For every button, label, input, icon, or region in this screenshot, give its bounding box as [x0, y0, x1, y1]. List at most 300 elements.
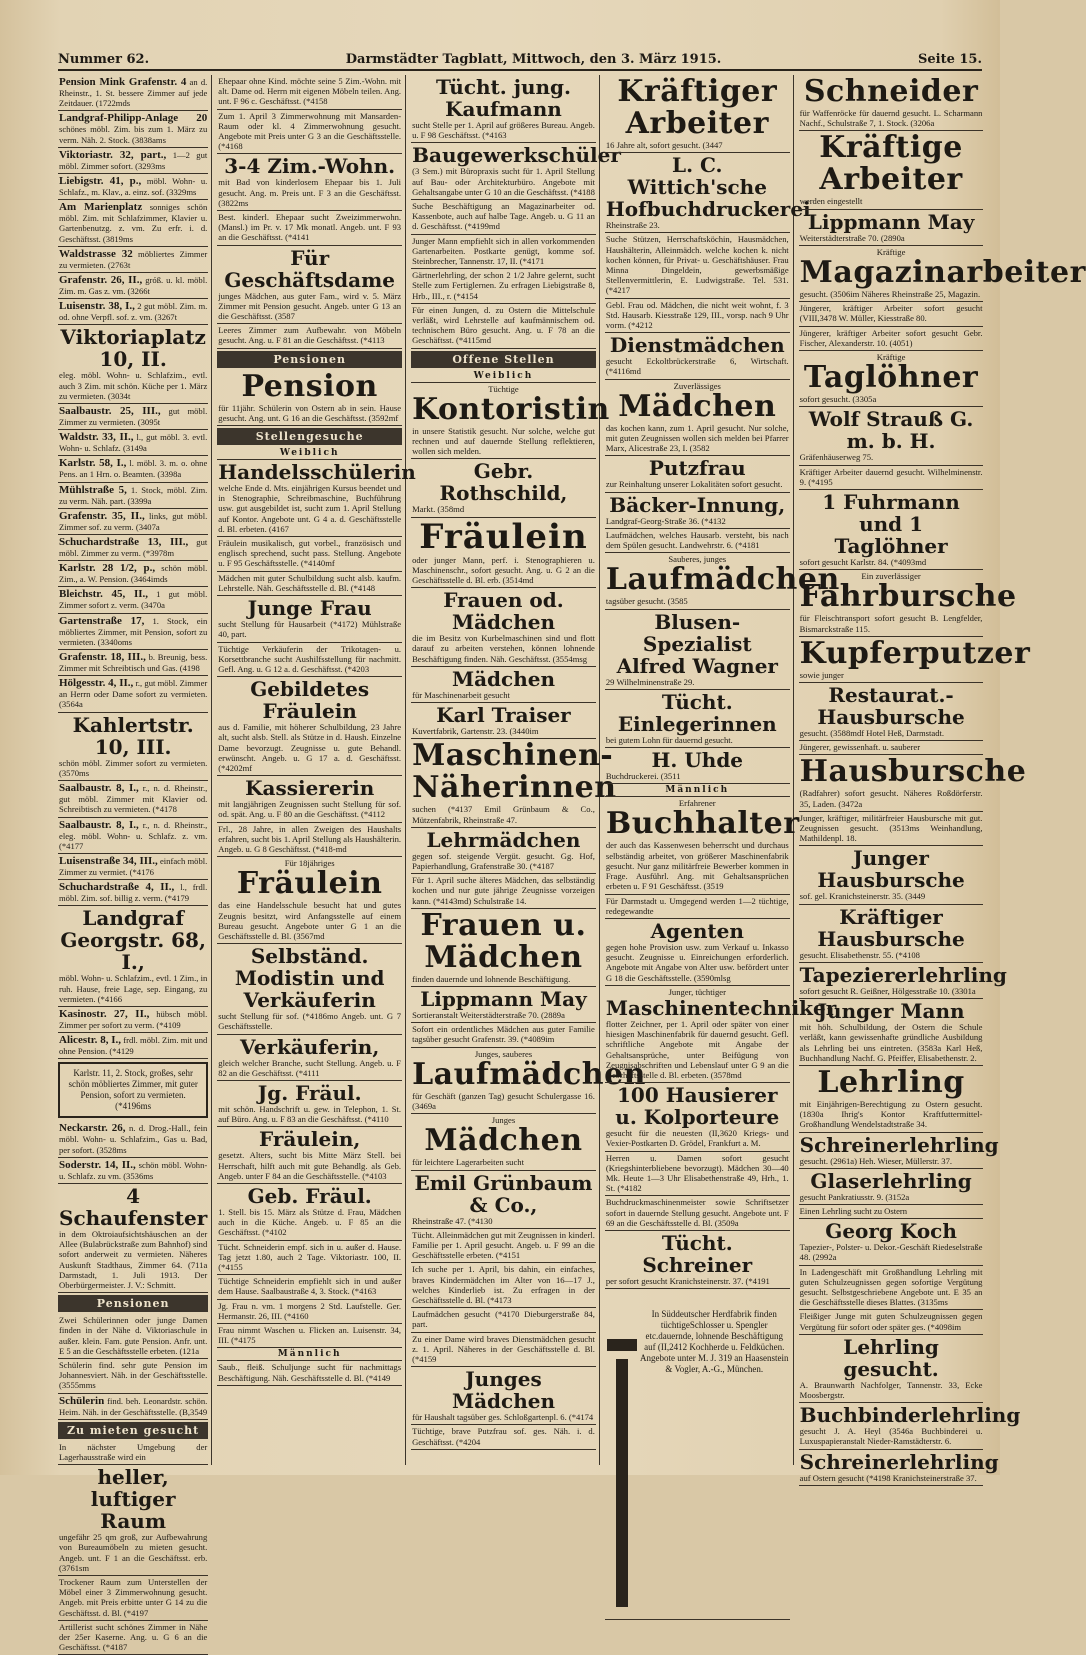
ad-body: werden eingestellt — [799, 196, 863, 207]
ad-body: Suche Stützen, Herrschaftsköchin, Hausmädchen, Haushälterin, Alleinmädch. welche kochen k. nicht kochen können, für Privat- u. Geschäftshäuser. Frau Minna Dingeldein, gewerbsmäßige Stellenvermittlerin, E. Ludwigstraße. Tel. 531. (*4217 — [605, 234, 789, 296]
ad-heading: Waldstr. 33, II., — [59, 431, 134, 444]
classified-ad — [411, 703, 596, 739]
ad-body: Jüngerer, gewissenhaft. u. sauberer — [799, 742, 921, 753]
classified-ad — [58, 1121, 208, 1157]
ad-heading: Neckarstr. 26, — [59, 1122, 126, 1135]
classified-ad — [58, 1621, 208, 1655]
ad-body: Trockener Raum zum Unterstellen der Möbel einer 3 Zimmerwohnung gesucht. Angeb. mit Preis erbitte unter G 14 zu die Geschäftsst. d. Bl. (*4197 — [59, 1577, 208, 1618]
ad-intro: Kräftige — [876, 246, 906, 257]
classified-ad — [411, 1367, 596, 1425]
classified-ad — [411, 828, 596, 874]
ad-body: Zu einer Dame wird braves Dienstmädchen gesucht z. 1. April. Näheres in der Geschäftsstelle d. Bl. (*4159 — [412, 1333, 595, 1364]
classified-ad — [58, 535, 208, 561]
ad-body: Laufmädchen gesucht (*4170 Dieburgerstraße 84, part. — [412, 1309, 595, 1330]
ad-body: (3 Sem.) mit Büropraxis sucht für 1. April Stellung auf Bau- oder Architekturbüro. Angebote mit Gehaltsangabe unter G 10 an die Geschäftsst. (*4188 — [412, 166, 595, 197]
ad-body: Weiterstädterstraße 70. (2890a — [799, 232, 905, 243]
classified-ad — [799, 302, 984, 326]
classified-ad — [799, 570, 1017, 637]
classified-ad — [411, 459, 596, 517]
ad-body: das kochen kann, zum 1. April gesucht. Nur solche, mit guten Zeugnissen wollen sich melden bei Pfarrer Marx, Alicestraße 23, I. (3582 — [605, 422, 789, 454]
ad-body: Jüngerer, kräftiger Arbeiter sofort gesucht Gebr. Fischer, Alexanderstr. 10. (4051) — [799, 327, 983, 348]
ad-headline: Magazinarbeiter — [799, 255, 1086, 291]
classified-ad — [217, 1300, 402, 1324]
ad-body: Zwei Schülerinnen oder junge Damen finden in der Nähe d. Viktoriaschule in außer. klein. Fam. gute Pension. Anfr. unt. E 5 an die Geschäftsstelle erbeten. (121a — [59, 1315, 208, 1356]
ad-body: die im Besitz von Kurbelmaschinen sind und flott darauf zu arbeiten verstehen, können lohnende Beschäftigung finden. Näh. Geschäftsst. (3554msg — [412, 633, 595, 664]
ad-body: suchen (*4137 Emil Grünbaum & Co., Mützenfabrik, Rheinstraße 47. — [412, 804, 595, 825]
section-header: Pensionen — [58, 1295, 208, 1312]
ad-body: links, gut möbl. Zimmer sof. zu verm. (3407a — [59, 510, 208, 532]
classified-ad — [799, 812, 984, 847]
classified-ad — [58, 1359, 208, 1394]
ad-body: sofort gesucht R. Geißner, Hölgesstraße 10. (3301a — [799, 985, 976, 996]
ad-headline: Karl Traiser — [436, 703, 571, 728]
ad-heading: Saalbaustr. 8, I., — [59, 818, 139, 831]
ad-body: sucht Stellung für sof. (*4186mo Angeb. unt. G 7 Geschäftsstelle. — [218, 1011, 402, 1032]
ad-headline: 1 Fuhrmann und 1 Taglöhner — [822, 490, 960, 559]
classified-ad — [799, 1132, 999, 1169]
classified-ad — [605, 153, 811, 233]
ad-body: junges Mädchen, aus guter Fam., wird v. 5. März Zimmer mit Pension gesucht. Angeb. unter G 13 an die Geschäftsst. (3587 — [218, 290, 402, 322]
classified-ad — [799, 327, 984, 351]
ad-body: Ehepaar ohne Kind. möchte seine 5 Zim.-Wohn. mit alt. Dame od. Herrn mit eigenen Möbeln teilen. Ang. unt. F 96 c. Geschäftsst. (*4158 — [218, 76, 402, 107]
ad-headline: Fräulein, — [259, 1127, 361, 1152]
classified-ad — [799, 490, 984, 570]
classified-ad — [217, 246, 402, 325]
ad-body: Artillerist sucht schönes Zimmer in Nähe der 25er Kaserne. Ang. u. G 6 an die Geschäftsst. (*4187 — [59, 1621, 208, 1653]
ad-body: Sortieranstalt Weiterstädterstraße 70. (2889a — [412, 1009, 565, 1020]
ad-headline: Tücht. jung. Kaufmann — [435, 75, 571, 121]
classified-ad — [58, 325, 208, 404]
classified-ad — [605, 456, 790, 492]
ad-intro: Zuverlässiges — [673, 380, 721, 391]
classified-ad — [217, 154, 402, 211]
ad-body: 1—2 gut möbl. Zimmer sofort. (3293ms — [59, 149, 208, 171]
classified-ad — [799, 846, 984, 904]
ad-body: sonniges schön möbl. Zim. mit Schlafzimmer, Klavier u. Gartenbenutzg. z. vm. Zu erfr. i. d. Geschäftsst. (3819ms — [59, 202, 208, 244]
classified-ad — [605, 1083, 790, 1151]
ad-headline: L. C. Wittich'sche Hofbuchdruckerei — [605, 153, 811, 222]
classified-ad — [217, 1361, 402, 1385]
classified-ad — [605, 1152, 790, 1197]
classified-ad — [799, 75, 984, 131]
ad-body: Rheinstraße 23. — [605, 220, 660, 231]
ad-body: Junger Mann empfiehlt sich in allen vorkommenden Gartenarbeiten. Postkarte genügt, komme sof. Steinbrecher, Tannenstr. 17, II. (*4171 — [412, 235, 595, 267]
ad-headline: Blusen-Spezialist Alfred Wagner — [616, 609, 778, 678]
ad-body: welche Ende d. Mts. einjährigen Kursus beendet und in Stenographie, Schreibmaschine, Buchführung usw. gut ausgebildet ist, sucht zum 1. April Stellung auf Kontor. Angebote unt. G 4 a. d. Geschäftsstelle d. Bl. erbeten. (4167 — [218, 483, 402, 534]
ad-body: (Radfahrer) sofort gesucht. Näheres Roßdörferstr. 35, Laden. (3472a — [799, 788, 983, 809]
ad-body: gegen hohe Provision usw. zum Verkauf u. Inkasso gesucht. Zeugnisse u. Einreichungen erforderlich. Angebote mit Angabe von Alter usw. befördert unter G 18 die Geschäftsstelle. (3590mlsg — [605, 941, 789, 983]
ad-body: zur Reinhaltung unserer Lokalitäten sofort gesucht. — [605, 479, 783, 490]
subsection-header: Männlich — [605, 784, 790, 797]
ad-body: Tapezier-, Polster- u. Dekor.-Geschäft Riedeselstraße 48. (2992a — [799, 1242, 983, 1263]
ad-body: sowie junger — [799, 669, 844, 680]
classified-ad — [411, 1333, 596, 1368]
ad-body: b. Breunig, bess. Zimmer mit Schreibtisch und Gas. (4198 — [59, 652, 208, 674]
ad-body: Kuvertfabrik, Gartenstr. 23. (3440im — [412, 726, 539, 737]
ad-body: Laufmädchen, welches Hausarb. versteht, bis nach dem Spülen gesucht. Landwehrstr. 6. (*4181 — [605, 529, 789, 551]
ad-headline: Lippmann May — [807, 209, 975, 234]
ad-body: 2 gut möbl. Zim. m. od. ohne Verpfl. sof. z. vm. (3267t — [59, 301, 208, 323]
ad-headline: heller, luftiger Raum — [90, 1465, 176, 1534]
classified-ad — [411, 200, 596, 235]
ad-body: Schülerin find. sehr gute Pension im Johannesviert. Näh. in der Geschäftsstelle. (3555mms — [59, 1359, 208, 1391]
ad-headline: Junges Mädchen — [451, 1367, 556, 1414]
ad-heading: Kasinostr. 27, II., — [59, 1007, 150, 1020]
classified-ad — [58, 1441, 208, 1465]
ad-body: Kräftiger Arbeiter dauernd gesucht. Wilhelminenstr. 9. (*4195 — [799, 466, 983, 487]
ad-headline: Für Geschäftsdame — [224, 245, 396, 292]
ad-body: Markt. (358md — [412, 504, 465, 515]
ad-body: 1. Stock, ein möbliertes Zimmer, mit Pension, sofort zu vermieten. (3340oms — [59, 615, 208, 647]
classified-ad — [217, 857, 402, 944]
classified-ad — [799, 741, 984, 755]
ad-headline: Frauen od. Mädchen — [443, 588, 564, 635]
classified-ad — [58, 1576, 208, 1621]
classified-ad — [58, 483, 208, 509]
ad-body: Buchdruckmaschinenmeister sowie Schriftsetzer sofort in dauernde Stellung gesucht. Angebote unt. F 69 an die Geschäftsstelle d. Bl. (3509a — [605, 1197, 789, 1228]
ad-body: Frau nimmt Waschen u. Flicken an. Luisenstr. 34, III. (*4175 — [218, 1325, 402, 1346]
ad-body: gesucht. (3588mdf Hotel Heß, Darmstadt. — [799, 728, 945, 739]
ad-body: gesucht für die neuesten (II,3620 Kriegs- und Vexier-Postkarten D. Grödel, Frankfurt a. M. — [605, 1128, 789, 1149]
ad-body: Tüchtige Schneiderin empfiehlt sich in und außer dem Hause. Saalbaustraße 4, 3. Stock. (*4163 — [218, 1276, 402, 1297]
ad-body: schön möbl. Zimmer sofort zu vermieten. (3570ms — [59, 757, 208, 778]
classified-ad — [217, 1184, 402, 1241]
ad-body: auf Ostern gesucht (*4198 Kranichsteinerstraße 37. — [799, 1472, 977, 1483]
ad-headline: Landgraf Georgstr. 68, I., — [60, 906, 206, 975]
page-number: Nummer 62. — [58, 52, 150, 67]
ad-heading: Grafenstr. 35, II., — [59, 509, 145, 522]
classified-ad — [58, 818, 208, 854]
subsection-header: Weiblich — [217, 447, 402, 460]
classified-ad — [58, 880, 208, 906]
ad-heading: Luisenstraße 34, III., — [59, 854, 158, 867]
ad-body: Suche Beschäftigung an Magazinarbeiter od. Kassenbote, auch auf halbe Tage. Angeb. u. G 11 an d. Geschäftsst. (*4199md — [412, 201, 595, 232]
ad-body: per sofort gesucht Kranichsteinerstr. 37. (*4191 — [605, 1275, 770, 1286]
ad-headline: Lehrmädchen — [426, 827, 581, 852]
classified-ad — [799, 1403, 1021, 1449]
ad-intro: Junges — [491, 1115, 516, 1126]
ad-body: Frl., 28 Jahre, in allen Zweigen des Haushalts erfahren, sucht bis 1. April Stellung als Haushälterin. Angeb. u. G 8 Geschäftsst. (*418-md — [218, 823, 402, 854]
ad-body: Buchdruckerei. (3511 — [605, 771, 681, 782]
ad-headline: Tapeziererlehrling — [799, 962, 1007, 987]
ad-headline: Frauen u. Mädchen — [420, 907, 587, 975]
classified-ad — [411, 1023, 596, 1047]
ad-body: gesucht J. A. Heyl (3546a Buchbinderei u. Luxuspapieranstalt Nieder-Ramstädterstr. 6. — [799, 1426, 983, 1447]
classified-ad — [58, 650, 208, 676]
ad-headline: Laufmädchen — [605, 562, 840, 598]
ad-headline: Schreinerlehrling — [799, 1132, 999, 1157]
ad-body: gesucht. (2961a) Heh. Wieser, Müllerstr. 37. — [799, 1155, 953, 1166]
ad-heading: Luisenstr. 38, I., — [59, 300, 135, 313]
ad-heading: Schülerin — [59, 1394, 105, 1407]
classified-ad — [217, 1127, 402, 1184]
ad-headline: Laufmädchen — [412, 1056, 646, 1092]
classified-ad — [605, 797, 800, 894]
classified-ad — [58, 1465, 208, 1576]
classified-ad — [58, 1394, 208, 1420]
ad-heading: Bleichstr. 45, II., — [59, 588, 149, 601]
classified-ad — [58, 456, 208, 482]
ad-headline: Maschinen-Näherinnen — [412, 738, 617, 806]
ad-body: gesucht Eckoltbrückerstraße 6, Wirtschaft. (*4116md — [605, 356, 789, 377]
ad-intro: Junger, tüchtiger — [668, 986, 726, 997]
ad-headline: Kräftige Arbeiter — [819, 130, 963, 198]
classified-ad — [799, 999, 984, 1066]
ad-body: sof. gel. Kranichsteinerstr. 35. (3449 — [799, 891, 926, 902]
classified-ad — [605, 690, 790, 748]
classified-ad — [58, 1314, 208, 1359]
ad-headline: Geb. Fräul. — [247, 1183, 372, 1208]
ad-body: Tüchtige, brave Putzfrau sof. ges. Näh. i. d. Geschäftsst. (*4204 — [412, 1426, 595, 1447]
classified-ad — [605, 748, 790, 784]
classified-ad — [411, 588, 596, 667]
classified-ad — [605, 986, 837, 1083]
ad-headline: 3-4 Zim.-Wohn. — [224, 154, 396, 179]
page-header — [58, 52, 982, 71]
ad-headline: Schlosser u. Spengler etc. — [645, 1320, 768, 1342]
ad-heading: Am Marienplatz — [59, 201, 143, 214]
classified-ad — [605, 919, 790, 986]
classified-ad — [605, 299, 790, 334]
ad-intro: Ein zuverlässiger — [861, 571, 921, 582]
classified-ad — [799, 683, 984, 741]
ad-headline: Jg. Fräul. — [257, 1080, 362, 1105]
ad-headline: Kupferputzer — [799, 635, 1031, 671]
ad-headline: Junger Hausbursche — [817, 846, 965, 893]
classified-ad — [58, 111, 208, 147]
classified-ad — [58, 273, 208, 299]
classified-ad — [217, 1081, 402, 1127]
ad-body: das eine Handelsschule besucht hat und gutes Zeugnis besitzt, wird Anfangsstelle auf einem Bureau gesucht. Angebote unter G 1 an die Geschäftsstelle d. Bl. (3567md — [218, 900, 402, 941]
ad-body: schönes möbl. Zim. bis zum 1. März zu verm. Näh. 2. Stock. (3838ams — [59, 124, 208, 145]
ad-body: find. beh. Leonardstr. schön. Heim. Näh. in der Geschäftsstelle. (B,3549 — [59, 1395, 208, 1417]
ad-heading: Landgraf-Philipp-Anlage 20 — [59, 112, 208, 125]
ad-body: sofort gesucht. (3305a — [799, 394, 877, 405]
classified-ad — [799, 1449, 999, 1486]
classified-ad — [58, 781, 208, 817]
classified-ad — [411, 1048, 646, 1115]
ad-body: Landgraf-Georg-Straße 36. (*4132 — [605, 515, 726, 526]
ad-body: in dem Oktroiaufsichtshäuschen an der Allee (Bulabrückstraße zum Bahnhof) sind sofort anderweit zu vermieten. Näheres Auskunft Stadthaus, Zimmer 64. (711a Darmstadt, 1. Juli 1913. Der Oberbürgermeister. J. V.: Schmitt. — [59, 1228, 208, 1290]
ad-intro: Tüchtige — [488, 383, 519, 394]
classified-ad — [58, 614, 208, 650]
ad-body: mit schön. Handschrift u. gew. in Telephon, 1. St. auf Büro. Ang. u. F 83 an die Geschäftsst. (*4110 — [218, 1103, 402, 1125]
classified-ad — [799, 246, 1086, 302]
ad-body: für Fleischtransport sofort gesucht B. Lengfelder, Bismarckstraße 115. — [799, 613, 983, 634]
ad-intro: Erfahrener — [678, 798, 716, 809]
ad-body: schön möbl. Zim., a. W. Pension. (3464imds — [59, 563, 208, 585]
ad-body: mit Einjährigen-Berechtigung zu Ostern gesucht. (1830a Ihrig's Kontor Kraftfuttermittel-Großhandlung Wendelstadtstraße 34. — [799, 1098, 983, 1130]
ad-body: Fräulein musikalisch, gut vorbel., französisch und englisch sprechend, sucht pass. Stellung. Angebote u. F 95 Geschäftsstelle. (*4140mf — [218, 538, 402, 569]
classified-ad — [217, 643, 402, 678]
classified-ad — [799, 1169, 984, 1205]
classified-ad — [217, 1241, 402, 1276]
ad-intro: In Süddeutscher Herdfabrik finden tüchtige — [651, 1309, 777, 1331]
ad-body: hübsch möbl. Zimmer per sofort zu verm. (*4109 — [59, 1008, 208, 1030]
classified-ad — [799, 131, 984, 209]
ad-headline: Glaserlehrling — [810, 1168, 972, 1193]
ad-body: Tücht. Alleinmädchen gut mit Zeugnissen in kinderl. Familie per 1. April gesucht. Angeb. u. F 99 an die Geschäftsstelle erbeten. (*4151 — [412, 1229, 595, 1261]
ad-body: Für Darmstadt u. Umgegend werden 1—2 tüchtige, redegewandte — [605, 895, 789, 916]
ad-headline: 4 Schaufenster — [59, 1183, 208, 1230]
ad-headline: Selbständ. Modistin und Verkäuferin — [234, 944, 385, 1013]
classified-ad — [799, 1066, 984, 1133]
ad-body: für Geschäft (ganzen Tag) gesucht Schulergasse 16. (3469a — [412, 1090, 595, 1111]
ad-heading: Karlstr. 58, I., — [59, 457, 127, 470]
ad-heading: Saalbaustr. 8, I., — [59, 782, 139, 795]
classified-ad — [58, 404, 208, 430]
ad-body: Best. kinderl. Ehepaar sucht Zweizimmerwohn. (Mansl.) im Pr. v. 17 Mk monatl. Angeb. unt. F 93 an die Geschäftsst. (*4141 — [218, 212, 402, 243]
ad-headline: Gebildetes Fräulein — [250, 677, 370, 724]
ad-body: in unsere Statistik gesucht. Nur solche, welche gut rechnen und auf dauernde Stellung reflektieren, wollen sich melden. — [412, 425, 595, 457]
ad-headline: Kontoristin — [412, 391, 610, 427]
classified-ad — [217, 75, 402, 110]
classified-ad — [411, 874, 596, 909]
ad-body: l., gut möbl. 3. evtl. Wohn- u. Schlafz. (3149a — [59, 432, 208, 454]
ad-body: möbl. Wohn- u. Schlafzim., evtl. 1 Zim., in ruh. Hause, freie Lage, sep. Eingang, zu vermieten. (*4166 — [59, 973, 208, 1004]
classified-ad — [411, 909, 596, 987]
classified-ad — [799, 1335, 984, 1403]
ad-heading: Soderstr. 14, II., — [59, 1158, 136, 1171]
ad-headline: Mädchen — [451, 666, 556, 691]
ad-body: Einen Lehrling sucht zu Ostern — [799, 1205, 908, 1216]
classified-ad — [411, 1114, 596, 1170]
ad-headline: Buchhalter — [605, 806, 800, 842]
ad-body: Tücht. Schneiderin empf. sich in u. außer d. Hause. Tag jetzt 1.80, auch 2 Tage. Viktoriastr. 100, II. (*4155 — [218, 1241, 402, 1272]
classified-ad — [58, 906, 208, 1007]
ad-body: schön möbl. Wohn- u. Schlafz. zu vm. (3536ms — [59, 1159, 208, 1181]
classified-ad — [411, 738, 617, 827]
classified-ad — [605, 233, 790, 298]
ad-body: n. d. Drog.-Hall., fein möbl. Wohn- u. Schlafzim., Gas u. Bad, per sofort. (3528ms — [59, 1123, 208, 1155]
ad-body: r., n. d. Rheinstr., gut möbl. Zimmer mit Klavier od. Schreibtisch zu vermieten. (*4178 — [59, 783, 208, 815]
ad-body: gegen sof. steigende Vergüt. gesucht. Gg. Hof, Papierhandlung, Grafenstraße 30. (*4187 — [412, 850, 595, 871]
ad-headline: Schreinerlehrling — [799, 1449, 999, 1474]
classified-ad — [799, 1310, 984, 1334]
ad-heading: Liebigstr. 41, p., — [59, 175, 142, 188]
ad-body: Gärtnerlehrling, der schon 2 1/2 Jahre gelernt, sucht Stelle zum Fertiglernen. Zu erfragen Liebigstraße 8, Hrb., III., r. (*4154 — [412, 270, 595, 301]
classified-ad — [799, 1266, 984, 1311]
classified-ad — [411, 1425, 596, 1449]
ad-body: 1 gut möbl. Zimmer sofort z. verm. (3470a — [59, 589, 208, 611]
ad-body: gesucht. (3506im Näheres Rheinstraße 25, Magazin. — [799, 289, 981, 300]
ad-body: Saub., fleiß. Schuljunge sucht für nachmittags Beschäftigung. Näh. Geschäftsstelle d. Bl. (*4149 — [218, 1362, 402, 1383]
classified-ad — [58, 299, 208, 325]
section-header: Pensionen — [217, 351, 402, 368]
classified-ad — [411, 987, 596, 1023]
classified-ad — [58, 509, 208, 535]
ad-body: 29 Wilhelminenstraße 29. — [605, 676, 695, 687]
ad-body: gesetzt. Alters, sucht bis Mitte März Stell. bei Herrschaft, hilft auch mit gute Behandlg. als Geb. Angeb. unter F 84 an die Geschäftsstelle. (*4103 — [218, 1150, 402, 1181]
ad-body: einfach möbl. Zimmer zu vermiet. (*4176 — [59, 855, 208, 877]
ad-body: Leeres Zimmer zum Aufbewahr. von Möbeln gesucht. Ang. u. F 81 an die Geschäftsst. (*4113 — [218, 325, 402, 346]
ad-headline: Schneider — [803, 74, 979, 109]
classified-ad — [605, 895, 790, 919]
ad-headline: Fahrbursche — [799, 579, 1017, 615]
ad-headline: Agenten — [650, 918, 744, 943]
ad-heading: Karlstr. 28 1/2, p., — [59, 562, 156, 575]
classified-ad — [58, 587, 208, 613]
ad-heading: Saalbaustr. 25, III., — [59, 405, 161, 418]
classified-ad — [799, 1219, 984, 1265]
classified-ad — [217, 211, 402, 246]
ad-headline: Emil Grünbaum & Co., — [414, 1170, 593, 1217]
classified-ad — [411, 269, 596, 304]
ad-heading: Hölgesstr. 4, II., — [59, 677, 134, 690]
ad-body: r., n. d. Rheinstr., eleg. möbl. Wohn- u. Schlafz. z. vm. (*4177 — [59, 819, 208, 851]
ad-body: gesucht Pankratiusstr. 9. (3152a — [799, 1191, 910, 1202]
ad-body: Für 1. April suche älteres Mädchen, das selbständig kochen und nur gute jährige Zeugnisse vorzeigen kann. (*4143md) Schulstraße 14. — [412, 875, 595, 906]
classified-ad — [799, 210, 984, 246]
classified-ad — [799, 466, 984, 490]
ad-headline: Mädchen — [618, 388, 777, 424]
ad-headline: 100 Hausierer u. Kolporteure — [615, 1083, 780, 1130]
ad-intro: Sauberes, junges — [668, 554, 727, 565]
ad-body: aus d. Familie, mit höherer Schulbildung, 23 Jahre alt, sucht alsb. Stell. als Stütze in d. Haush. Einzelne Dame bevorzugt. Zeugnisse u. gute Behandl. erwünscht. Angeb. u. G 17 a. d. Geschäftsst. (*4202mf — [218, 722, 402, 773]
ad-intro: Für 18jähriges — [284, 858, 335, 869]
classified-ad — [217, 677, 402, 776]
classified-ad — [605, 1231, 790, 1289]
ad-body: für Maschinenarbeit gesucht — [412, 689, 510, 700]
classified-ad — [58, 75, 208, 111]
classified-ad — [411, 75, 596, 143]
ad-heading: Gartenstraße 17, — [59, 614, 145, 627]
ad-body: Fleißiger Junge mit guten Schulzeugnissen gegen Vergütung für sofort oder später ges. (*4098im — [799, 1311, 983, 1332]
ad-headline: Tücht. Schreiner — [642, 1230, 753, 1277]
ad-headline: Lippmann May — [420, 986, 587, 1011]
column-5 — [799, 74, 1086, 1483]
classified-ad — [217, 823, 402, 858]
classified-ad — [799, 1205, 984, 1219]
ad-headline: Kräftiger Arbeiter — [617, 74, 778, 141]
classified-ad — [217, 537, 402, 572]
classified-ad — [411, 667, 596, 703]
ad-heading: Schuchardstraße 4, II., — [59, 881, 175, 894]
ad-headline: Tücht. Einlegerinnen — [617, 689, 777, 736]
classified-ad — [411, 1263, 596, 1308]
classified-ad — [58, 561, 208, 587]
columns — [58, 74, 1086, 1653]
ad-headline: Maschinentechniker — [605, 995, 837, 1020]
column-1 — [58, 75, 212, 1653]
classified-ad — [217, 776, 402, 822]
cross-bar — [607, 1339, 637, 1351]
ad-headline: Baugewerkschüler — [412, 143, 621, 168]
masthead-date: Darmstädter Tagblatt, Mittwoch, den 3. März 1915. — [345, 52, 722, 67]
ad-headline: Fräulein — [419, 516, 588, 557]
ad-body: mit langjährigen Zeugnissen sucht Stellung für sof. od. spät. Ang. u. F 80 an die Geschäftsst. (*4112 — [218, 799, 402, 820]
classified-ad — [411, 235, 596, 270]
ad-headline: Buchbinderlehrling — [799, 1403, 1021, 1428]
classified-ad — [217, 944, 402, 1034]
ad-body: bei gutem Lohn für dauernd gesucht. — [605, 734, 733, 745]
ad-body: an d. Rheinstr., 1. St. bessere Zimmer auf jede Zeitdauer. (1722mds — [59, 77, 208, 109]
ad-body: für Waffenröcke für dauernd gesucht. L. Scharmann Nachf., Schulstraße 7, 1. Stock. (3206a — [799, 108, 983, 129]
ad-body: Tüchtige Verkäuferin der Trikotagen- u. Korsettbranche sucht Aushilfsstellung für nachmitt. Gefl. Ang. u. G 12 a. d. Geschäftsst. (*4203 — [218, 643, 402, 674]
memorial-ad — [605, 1289, 790, 1620]
ad-body: l. möbl. 3. m. o. ohne Pens. an 1 Hrn. o. Beamten. (3398a — [59, 458, 208, 480]
classified-ad — [217, 460, 416, 537]
section-header: Offene Stellen — [411, 351, 596, 368]
classified-ad — [605, 493, 790, 529]
ad-headline: Restaurat.-Hausbursche — [817, 683, 965, 730]
classified-ad — [58, 247, 208, 273]
classified-ad — [217, 1324, 402, 1348]
ad-headline: Lehrling gesucht. — [843, 1334, 939, 1381]
ad-body: r., gut möbl. Zimmer an Herrn oder Dame sofort zu vermieten. (3564a — [59, 678, 208, 710]
ad-heading: Grafenstr. 18, III., — [59, 651, 146, 664]
classified-ad — [799, 635, 1031, 683]
